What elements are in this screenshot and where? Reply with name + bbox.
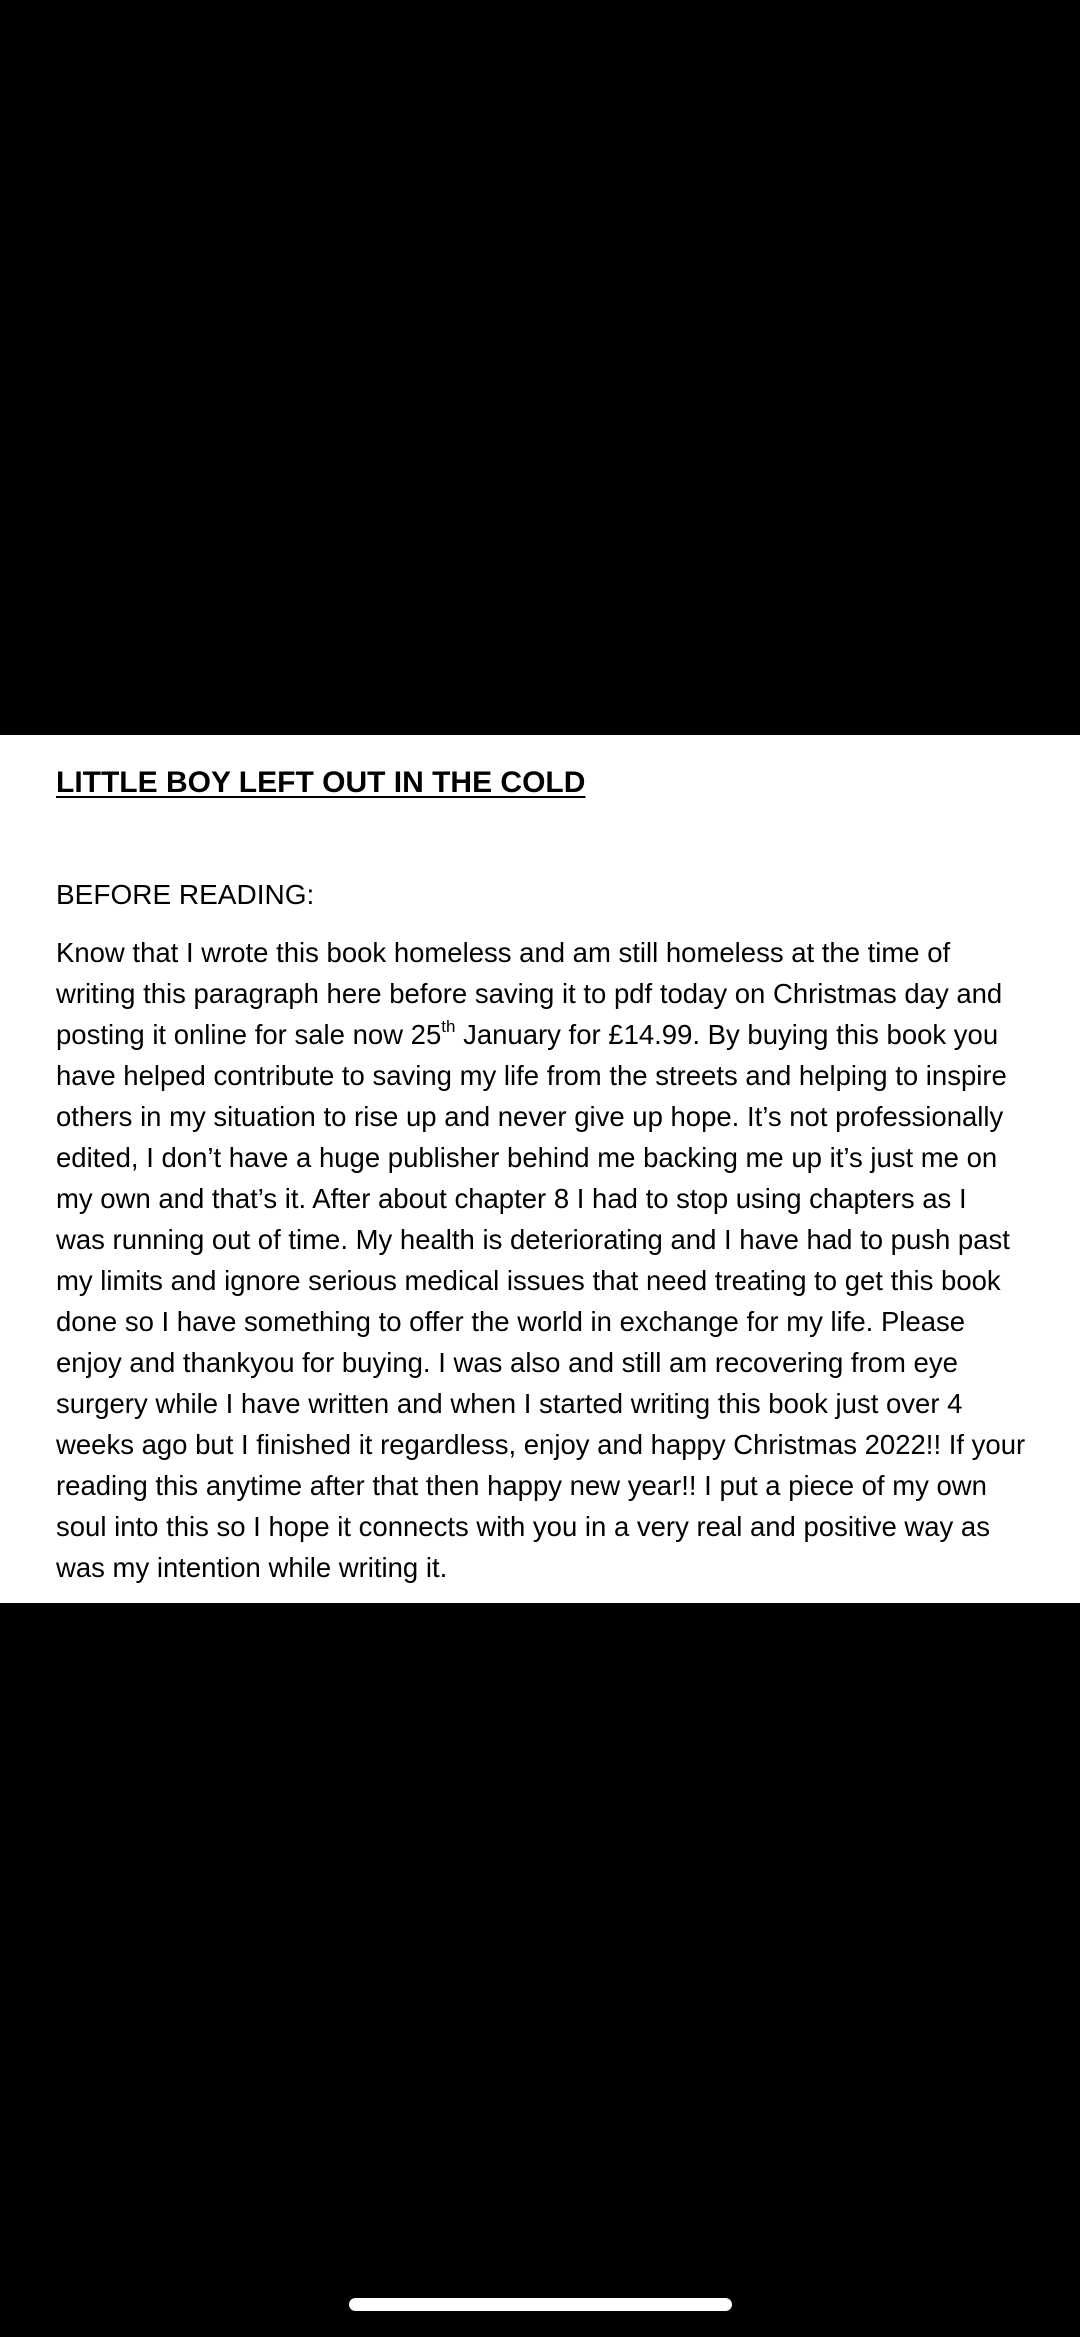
paragraph-line: Know that I wrote this book homeless and am still homeless at the time of	[56, 937, 951, 968]
paragraph-line: soul into this so I hope it connects with you in a very real and positive way as	[56, 1511, 990, 1542]
paragraph-line: surgery while I have written and when I started writing this book just over 4	[56, 1388, 963, 1419]
bottom-black-area	[0, 1603, 1080, 2337]
paragraph-line: reading this anytime after that then happy new year!! I put a piece of my own	[56, 1470, 987, 1501]
paragraph-line	[56, 1014, 1066, 1055]
paragraph-line: weeks ago but I finished it regardless, enjoy and happy Christmas 2022!! If your	[56, 1429, 1026, 1460]
home-indicator[interactable]	[349, 2298, 732, 2311]
section-label: BEFORE READING:	[56, 879, 315, 910]
paragraph-line: enjoy and thankyou for buying. I was also and still am recovering from eye	[56, 1347, 958, 1378]
document-page	[0, 735, 1080, 1603]
body-paragraph	[56, 932, 1066, 1588]
paragraph-line: others in my situation to rise up and never give up hope. It’s not professionally	[56, 1101, 1004, 1132]
paragraph-line: my own and that’s it. After about chapter 8 I had to stop using chapters as I	[56, 1183, 967, 1214]
top-black-area	[0, 0, 1080, 735]
paragraph-line: writing this paragraph here before saving it to pdf today on Christmas day and	[56, 978, 1003, 1009]
paragraph-line: edited, I don’t have a huge publisher behind me backing me up it’s just me on	[56, 1142, 998, 1173]
ordinal-superscript: th	[441, 1017, 456, 1036]
paragraph-line: was my intention while writing it.	[56, 1552, 448, 1583]
paragraph-line: done so I have something to offer the world in exchange for my life. Please	[56, 1306, 966, 1337]
paragraph-line: have helped contribute to saving my life from the streets and helping to inspire	[56, 1060, 1007, 1091]
paragraph-line: was running out of time. My health is deteriorating and I have had to push past	[56, 1224, 1010, 1255]
paragraph-line: my limits and ignore serious medical issues that need treating to get this book	[56, 1265, 1001, 1296]
paragraph-line-text: posting it online for sale now 25	[56, 1019, 442, 1050]
document-title: LITTLE BOY LEFT OUT IN THE COLD	[56, 766, 586, 799]
paragraph-line-text: January for £14.99. By buying this book you	[455, 1019, 999, 1050]
